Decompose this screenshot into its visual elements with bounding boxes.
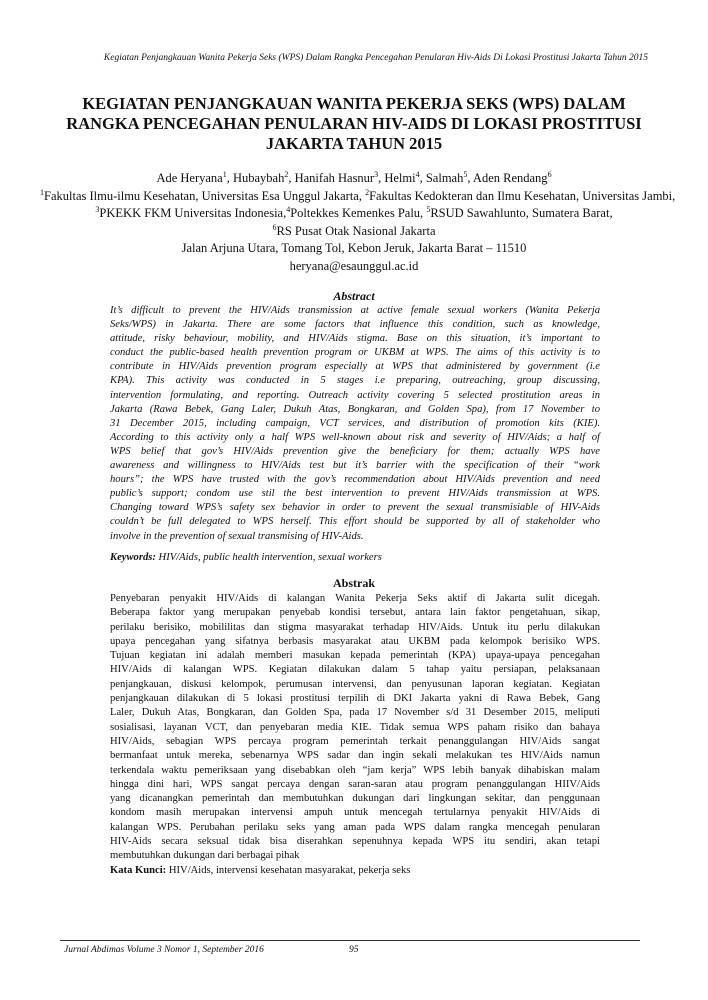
page-number: 95 — [349, 945, 359, 955]
abstrak-body — [110, 592, 600, 864]
text-line: hingga dini hari, WPS sangat percaya dengan saran-saran atau program penanggulangan HIIV/Aids — [110, 778, 600, 790]
text-line: upaya pencegahan yang sifatnya berbasis masyarakat atau UKBM pada kelompok berisiko WPS. — [110, 635, 600, 647]
author-sup: 3 — [374, 169, 379, 179]
text-line: membutuhkan dukungan dari berbagai pihak — [110, 850, 300, 862]
affiliation-text: Poltekkes Kemenkes Palu, — [290, 206, 427, 220]
text-line: kondom masih merupakan intervensi ampuh untuk mencegah tertularnya penyakit HIV/Aids di — [110, 807, 600, 819]
text-line: kalangan WPS. Perubahan perilaku seks yang aman pada WPS dalam rangka mencegah penularan — [110, 821, 600, 833]
author-sup: 4 — [415, 169, 420, 179]
affiliation-sup: 5 — [426, 204, 431, 214]
text-line: terkendala waktu pemeriksaan yang disebabkan oleh “jam kerja” WPS lebih banyak dihabiskan malam — [110, 764, 600, 776]
author-name: Salmah — [425, 171, 464, 185]
kata-kunci — [110, 864, 630, 878]
text-line: yang dicanangkan pemerintah dan membutuhkan dukungan dari lingkungan sekitar, dan penggunaan — [110, 793, 600, 805]
author-block — [40, 169, 676, 275]
author-list: Ade Heryana$^1$, Hubaybah$^2$, Hanifah Hasnur$^3$, Helmi$^4$, Salmah$^5$, Aden Rendang$^6$ — [156, 169, 552, 185]
text-line: attitude, risky behaviour, mobility, and HIV/Aids stigma. Base on this situation, it’s important to — [110, 333, 600, 345]
text-line: HIV-Aids secara seksual tidak bisa diserahkan sepenuhnya kepada WPS itu sendiri, akan tetapi — [110, 836, 600, 848]
text-line: perilaku berisiko, mobililitas dan stigma masyarakat terhadap HIV/Aids. Untuk itu perlu dilakukan — [110, 621, 600, 633]
author-sup: 6 — [547, 169, 552, 179]
text-line: contribute in HIV/Aids prevention program especially at WPS that administered by government (i.e — [110, 361, 600, 373]
text-line: HIV/Aids, sebagian WPS percaya program pemerintah terkait penanggulangan HIV/Aids sangat — [110, 735, 600, 747]
affiliation-text: PKEKK FKM Universitas Indonesia, — [99, 206, 287, 220]
text-line: Seks/WPS) in Jakarta. There are some factors that influence this condition, such as knowledge, — [110, 319, 600, 331]
kata-kunci-text: HIV/Aids, intervensi kesehatan masyarakat, pekerja seks — [166, 865, 411, 876]
email: heryana@esaunggul.ac.id — [289, 258, 419, 273]
text-line: Changing toward WPS’s safety sex behavior in order to prevent the sexual transmisiable of HIV-Aids — [110, 502, 600, 514]
author-name: Hubaybah — [232, 171, 285, 185]
affiliation-sup: 2 — [365, 187, 370, 197]
footer — [64, 944, 644, 956]
affiliation-sup: 4 — [286, 204, 291, 214]
abstrak-heading: Abstrak — [332, 576, 375, 590]
affiliation-line-1 — [40, 187, 676, 206]
text-line: Tujuan kegiatan ini adalah memberi masukan kepada pemerintah (KPA) upaya-upaya pencegahan — [110, 650, 600, 662]
text-line: public’s support; condom use stil the best intervention to prevent HIV/Aids transmission at WPS. — [110, 488, 600, 500]
author-sup: 5 — [463, 169, 468, 179]
author-name: Hanifah Hasnur — [294, 171, 375, 185]
text-line: involve in the prevention of sexual transmising of HIV-Aids. — [110, 530, 364, 542]
journal-citation: Jurnal Abdimas Volume 3 Nomor 1, September 2016 — [64, 945, 264, 955]
abstract-body — [110, 304, 600, 544]
address: Jalan Arjuna Utara, Tomang Tol, Kebon Jeruk, Jakarta Barat – 11510 — [181, 241, 527, 255]
text-line: hours”; the WPS have trusted with the gov’s recommendation about HIV/Aids prevention and need — [110, 474, 600, 486]
affiliation-text: Fakultas Kedokteran dan Ilmu Kesehatan, Universitas Jambi, — [369, 188, 676, 203]
abstract-heading: Abstract — [333, 289, 375, 303]
affiliation-sup: 6 — [272, 222, 277, 232]
author-sup: 2 — [284, 169, 289, 179]
text-line: KPA). This activity was conducted in 5 stages i.e preparing, outreaching, group discussing, — [110, 375, 600, 387]
text-line: sosialisasi, layanan VCT, dan penyebaran media KIE. Tidak semua WPS paham risiko dan bahaya — [110, 721, 600, 733]
author-name: Helmi — [384, 171, 416, 185]
text-line: Jakarta (Rawa Bebek, Gang Laler, Dukuh Atas, Bongkaran, and Golden Spa), from 17 November to — [110, 403, 600, 415]
text-line: HIV/Aids di kalangan WPS. Kegiatan dilakukan dalam 5 tahap yaitu persiapan, pelaksanaan — [110, 664, 600, 676]
text-line: Laler, Dukuh Atas, Bongkaran, dan Golden Spa, pada 17 November s/d 31 Desember 2015, meliputi — [110, 707, 600, 719]
text-line: According to this activity only a half WPS well-known about risk and severity of HIV/Aids; a half of — [110, 431, 600, 443]
affiliation-line-2 — [40, 205, 668, 223]
affiliation-text: Fakultas Ilmu-ilmu Kesehatan, Universitas Esa Unggul Jakarta, — [44, 188, 366, 203]
keywords-label: Keywords: — [110, 552, 156, 563]
text-line: Beberapa faktor yang merupakan penyebab kondisi tersebut, antara lain faktor pengetahuan, sikap, — [110, 607, 600, 619]
text-line: conduct the public-based health prevention program or UKBM at WPS. The aims of this activity is to — [110, 347, 600, 359]
text-line: Penyebaran penyakit HIV/Aids di kalangan Wanita Pekerja Seks aktif di Jakarta sulit dicegah. — [110, 593, 600, 604]
text-line: awareness and willingness to HIV/Aids test but it’s barrier with the specification of their “work — [110, 460, 600, 472]
author-sup: 1 — [222, 169, 227, 179]
affiliation-sup: 3 — [95, 204, 100, 214]
text-line: penjangkauan, diskusi kelompok, perumusan intervensi, dan penyusunan laporan kegiatan. Kegiatan — [110, 678, 600, 690]
text-line: penjangkauan dilakukan di 5 lokasi prostitusi terpilih di DKI Jakarta yakni di Rawa Bebek, Gang — [110, 693, 600, 705]
kata-kunci-label: Kata Kunci: — [110, 865, 167, 876]
author-name: Aden Rendang — [472, 171, 548, 185]
running-head: Kegiatan Penjangkauan Wanita Pekerja Seks (WPS) Dalam Rangka Pencegahan Penularan Hiv-Aids Di Lokasi Prostitusi Jakarta Tahun 2015 — [103, 53, 648, 63]
affiliation-sup: 1 — [40, 187, 44, 197]
footer-rule — [60, 940, 640, 941]
keywords-text: HIV/Aids, public health intervention, sexual workers — [155, 552, 382, 563]
text-line: bermanfaat untuk mereka, sebenarnya WPS sadar dan ingin sekali melakukan tes HIV/Aids namun — [110, 750, 600, 762]
author-name: Ade Heryana — [156, 171, 223, 185]
text-line: It’s difficult to prevent the HIV/Aids transmission at active female sexual workers (Wanita Pekerja — [110, 305, 600, 316]
affiliation-text: RS Pusat Otak Nasional Jakarta — [276, 223, 436, 238]
affiliation-line-3 — [40, 223, 668, 241]
keywords-en — [110, 551, 630, 565]
text-line: WPS belief that gov’s HIV/Aids prevention give the beneficiary for them; actually WPS have — [110, 445, 600, 457]
affiliation-text: RSUD Sawahlunto, Sumatera Barat, — [430, 206, 613, 220]
paper-title: KEGIATAN PENJANGKAUAN WANITA PEKERJA SEKS (WPS) DALAM RANGKA PENCEGAHAN PENULARAN HIV-AIDS DI LOKASI PROSTITUSI JAKARTA TAHUN 2015 — [66, 94, 642, 153]
text-line: 31 December 2015, including campaign, VCT services, and distribution of promotion kits (KIE). — [110, 417, 600, 429]
text-line: intervention formulating, and reporting. Outreach activity covering 5 selected prostitution areas in — [110, 389, 600, 401]
text-line: couldn’t be full delegated to WPS herself. This effort should be supported by all of stakeholder who — [110, 516, 600, 528]
